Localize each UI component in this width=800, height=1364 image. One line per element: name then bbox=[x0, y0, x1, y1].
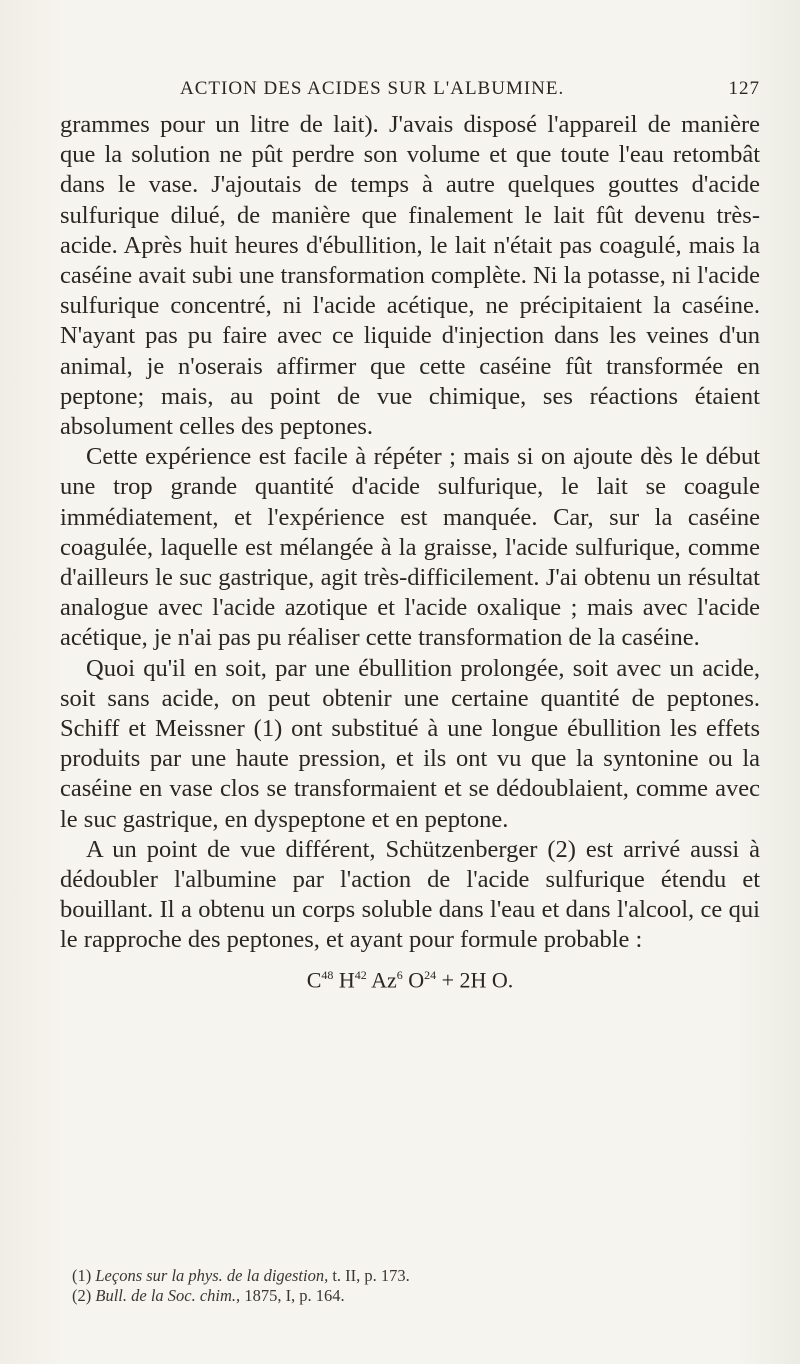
footnotes bbox=[60, 1266, 760, 1306]
paragraph: grammes pour un litre de lait). J'avais disposé l'appareil de manière que la solution ne pût perdre son volume et que toute l'eau retombât dans le vase. J'ajoutais de temps à autre quelques gouttes d'acide sulfurique dilué, de manière que finalement le lait fût devenu très-acide. Après huit heures d'ébullition, le lait n'était pas coagulé, mais la caséine avait subi une transformation complète. Ni la potasse, ni l'acide sulfurique concentré, ni l'acide acétique, ne précipitaient la caséine. N'ayant pas pu faire avec ce liquide d'injection dans les veines d'un animal, je n'oserais affirmer que cette caséine fût transformée en peptone; mais, au point de vue chimique, ses réactions étaient absolument celles des peptones. bbox=[60, 111, 760, 441]
chemical-formula: $C^{48}$ $H^{42}$ Az$^6$ $O^{24} + 2H$ O. bbox=[306, 967, 514, 993]
body-text bbox=[60, 110, 760, 997]
paragraph: Cette expérience est facile à répéter ; mais si on ajoute dès le début une trop grande quantité d'acide sulfurique, le lait se coagule immédiatement, et l'expérience est manquée. Car, sur la caséine coagulée, laquelle est mélangée à la graisse, l'acide sulfurique, comme d'ailleurs le suc gastrique, agit très-difficilement. J'ai obtenu un résultat analogue avec l'acide azotique et l'acide oxalique ; mais avec l'acide acétique, je n'ai pas pu réaliser cette transformation de la caséine. bbox=[60, 443, 760, 652]
footnote: (1) Leçons sur la phys. de la digestion, t. II, p. 173. bbox=[72, 1266, 410, 1285]
running-header bbox=[60, 78, 760, 108]
paragraph: A un point de vue différent, Schützenberger (2) est arrivé aussi à dédoubler l'albumine par l'action de l'acide sulfurique étendu et bouillant. Il a obtenu un corps soluble dans l'eau et dans l'alcool, ce qui le rapproche des peptones, et ayant pour formule probable : bbox=[60, 835, 760, 954]
footnote: (2) Bull. de la Soc. chim., 1875, I, p. 164. bbox=[72, 1286, 345, 1305]
paragraph: Quoi qu'il en soit, par une ébullition prolongée, soit avec un acide, soit sans acide, on peut obtenir une certaine quantité de peptones. Schiff et Meissner (1) ont substitué à une longue ébullition les effets produits par une haute pression, et ils ont vu que la syntonine ou la caséine en vase clos se transformaient et se dédoublaient, comme avec le suc gastrique, en dyspeptone et en peptone. bbox=[60, 654, 760, 833]
page-number: 127 bbox=[728, 78, 760, 99]
running-title: ACTION DES ACIDES SUR L'ALBUMINE. bbox=[180, 78, 565, 99]
